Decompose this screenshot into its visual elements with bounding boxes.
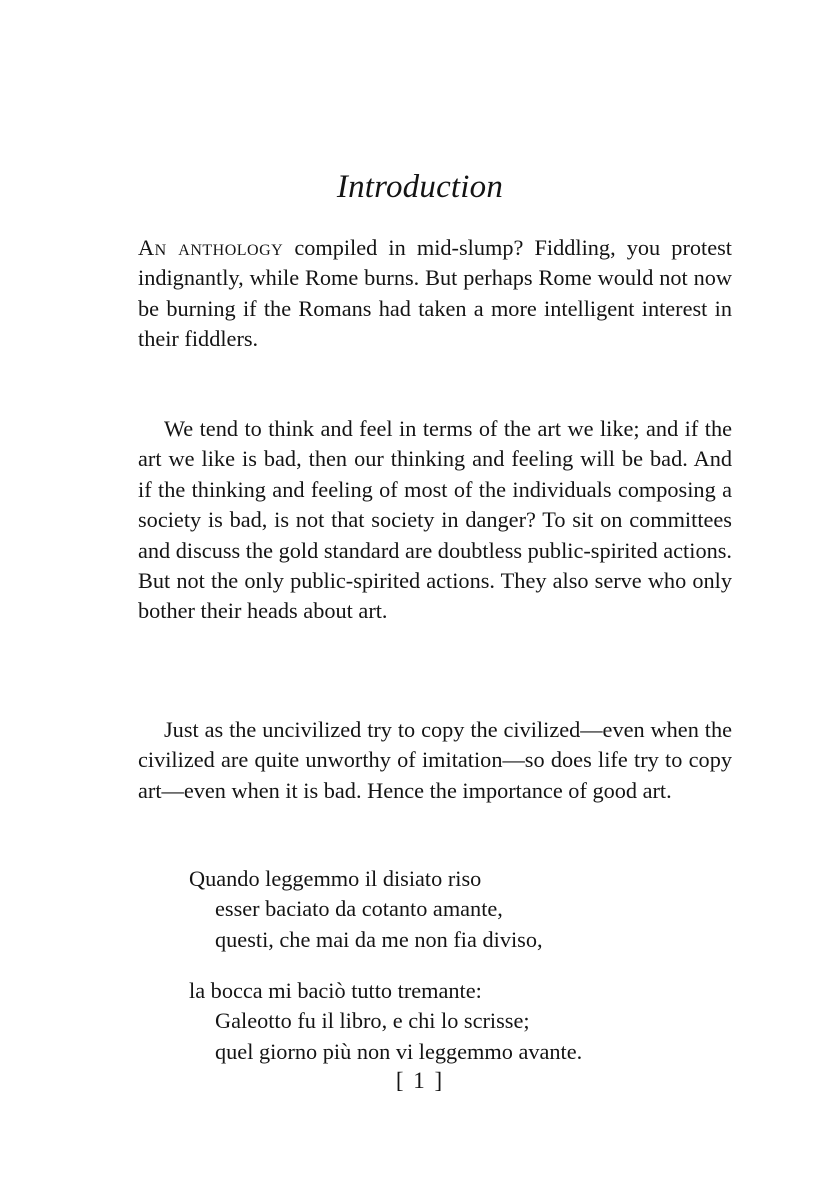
page-number: [ 1 ] xyxy=(395,1068,445,1093)
paragraph-1 xyxy=(138,233,732,355)
verse-line: la bocca mi baciò tutto tremante: xyxy=(189,978,482,1003)
verse-line: quel giorno più non vi leggemmo avante. xyxy=(215,1038,583,1064)
verse-line: Quando leggemmo il disiato riso xyxy=(189,866,482,891)
small-caps-lead: An anthology xyxy=(138,235,284,260)
verse-line: esser baciato da cotanto amante, xyxy=(215,896,503,922)
paragraph-2: We tend to think and feel in terms of the art we like; and if the art we like is bad, then our thinking and feeling will be bad. And if the thinking and feeling of most of the individuals composing a society is bad, is not that society in danger? To sit on committees and discuss the gold standard are doubtless public-spirited actions. But not the only public-spirited actions. They also serve who only bother their heads about art. xyxy=(138,416,732,624)
verse-stanza-1 xyxy=(189,864,749,955)
verse-line: questi, che mai da me non fia diviso, xyxy=(215,926,543,952)
paragraph-1-text: compiled in mid-slump? Fiddling, you protest indignantly, while Rome burns. But perhaps Rome would not now be burning if the Romans had taken a more intelligent interest in their fiddlers. xyxy=(138,235,732,352)
paragraph-3: Just as the uncivilized try to copy the civilized—even when the civilized are quite unworthy of imitation—so does life try to copy art—even when it is bad. Hence the importance of good art. xyxy=(138,717,732,803)
verse-line: Galeotto fu il libro, e chi lo scrisse; xyxy=(215,1008,530,1034)
chapter-title: Introduction xyxy=(336,169,504,205)
verse-stanza-2 xyxy=(189,976,749,1067)
